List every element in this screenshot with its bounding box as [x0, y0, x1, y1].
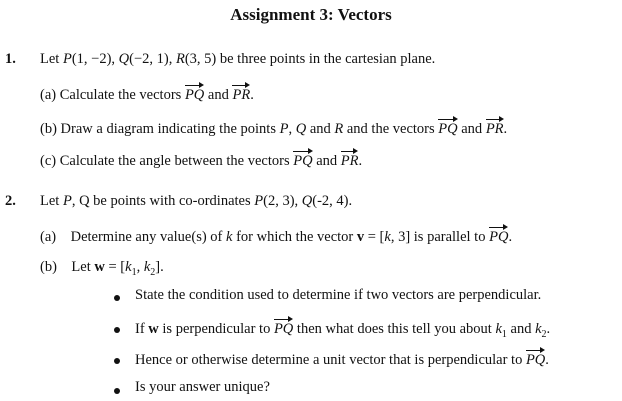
vector-pr: PR: [232, 83, 250, 104]
bullet-icon: [114, 327, 120, 333]
question-1-number: 1.: [5, 51, 16, 67]
page-title: Assignment 3: Vectors: [230, 5, 392, 24]
bullet-item-2: If w is perpendicular to PQ then what does this tell you about $k_1$ and $k_2$.: [135, 317, 550, 340]
vector-pq: PQ: [293, 149, 312, 170]
bullet-icon: [114, 388, 120, 394]
question-1-intro: Let P(1, −2), Q(−2, 1), R(3, 5) be three points in the cartesian plane.: [40, 51, 436, 67]
question-1b: (b) Draw a diagram indicating the points P, Q and R and the vectors PQ and PR.: [40, 117, 507, 138]
question-2-intro: Let P, Q be points with co-ordinates P(2, 3), Q(-2, 4).: [40, 193, 353, 209]
bullet-icon: [114, 358, 120, 364]
vector-pq: PQ: [489, 225, 508, 246]
vector-pq: PQ: [185, 83, 204, 104]
question-2a: (a) Determine any value(s) of k for which the vector v = [k, 3] is parallel to PQ.: [40, 225, 512, 246]
vector-pq: PQ: [274, 317, 293, 338]
question-2b: (b) Let $w = [k_1$, $k_2$].: [40, 259, 164, 278]
bullet-item-4: Is your answer unique?: [135, 379, 270, 395]
vector-pq: PQ: [438, 117, 457, 138]
vector-pq: PQ: [526, 348, 545, 369]
question-1a: (a) Calculate the vectors PQ and PR.: [40, 83, 254, 104]
vector-pr: PR: [341, 149, 359, 170]
bullet-item-3: Hence or otherwise determine a unit vector that is perpendicular to PQ.: [135, 348, 549, 369]
question-1c: (c) Calculate the angle between the vectors PQ and PR.: [40, 149, 362, 170]
vector-pr: PR: [486, 117, 504, 138]
bullet-item-1: State the condition used to determine if two vectors are perpendicular.: [135, 287, 542, 303]
bullet-icon: [114, 295, 120, 301]
question-2-number: 2.: [5, 193, 16, 209]
